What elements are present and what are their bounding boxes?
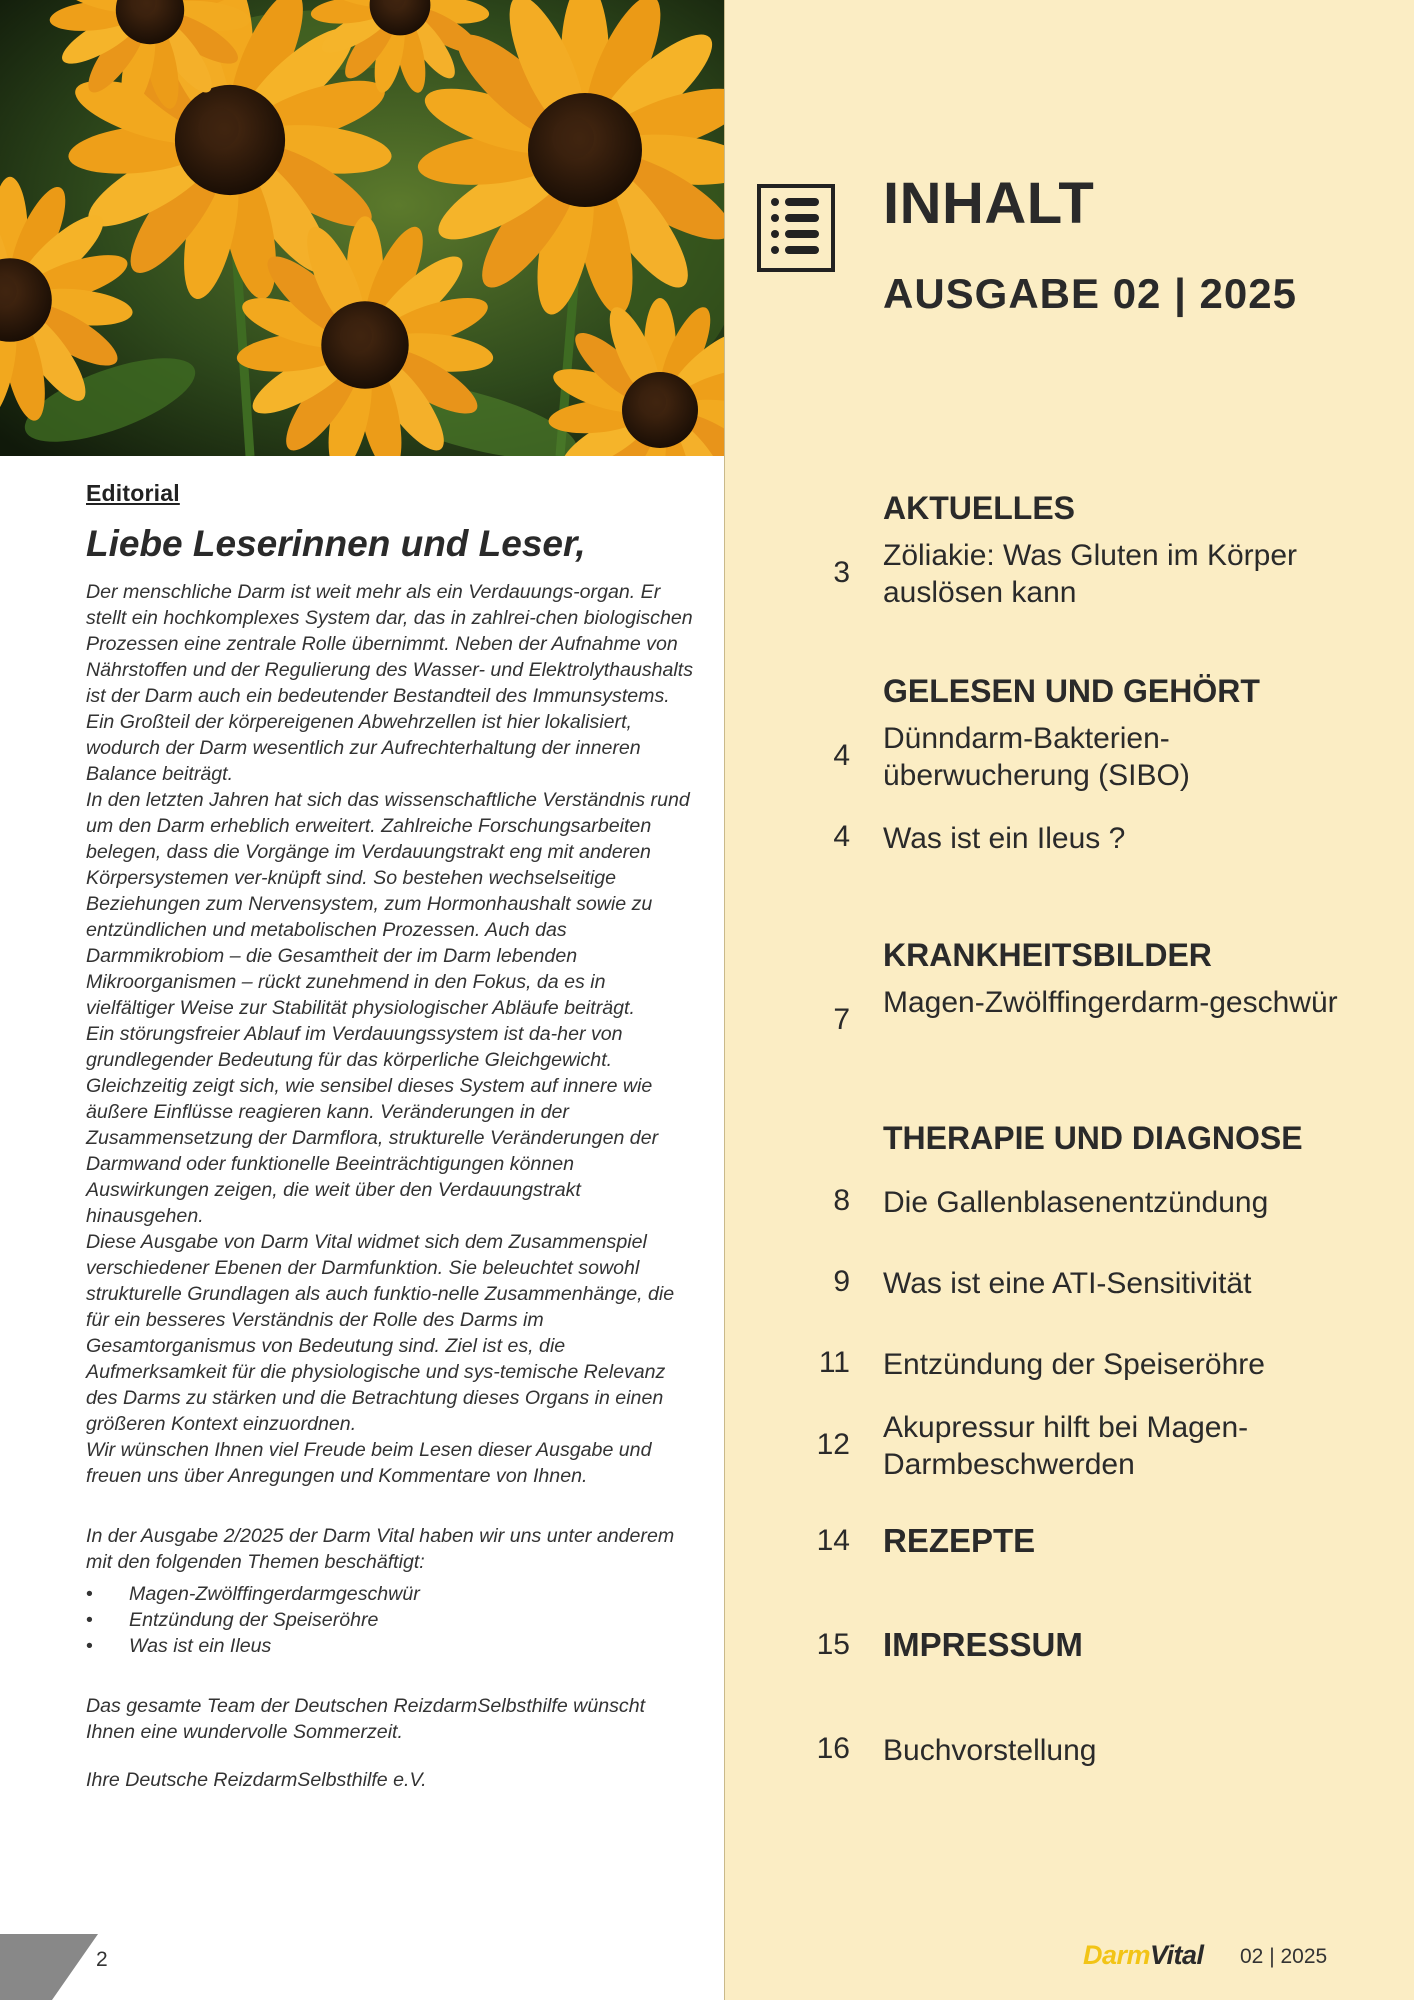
page-corner-shape	[0, 1934, 98, 2000]
list-item: • Magen-Zwölffingerdarmgeschwür	[86, 1581, 696, 1607]
page-number: 2	[96, 1948, 108, 1971]
editorial-label: Editorial	[86, 480, 180, 506]
toc-entry-title[interactable]: Was ist eine ATI-Sensitivität	[883, 1267, 1252, 1300]
darmvital-logo	[1083, 1940, 1204, 1971]
header-photo-flowers	[0, 0, 724, 456]
toc-entry-title[interactable]: IMPRESSUM	[883, 1626, 1083, 1663]
toc-entry-title[interactable]: Die Gallenblasenentzündung	[883, 1186, 1269, 1219]
footer-issue: 02 | 2025	[1240, 1945, 1328, 1968]
toc-entry-page: 7	[833, 1003, 850, 1036]
toc-entry-page: 8	[833, 1184, 850, 1217]
editorial-body	[86, 579, 696, 1793]
toc-title: INHALT	[883, 171, 1095, 236]
toc-entry-page: 9	[833, 1265, 850, 1298]
toc-entry-page: 16	[816, 1732, 850, 1765]
list-icon	[757, 184, 835, 272]
toc-entry-page: 12	[816, 1428, 850, 1461]
toc-entry-page: 4	[833, 820, 850, 853]
toc-section-heading: KRANKHEITSBILDER	[883, 937, 1212, 973]
toc-issue: AUSGABE 02 | 2025	[883, 270, 1297, 317]
editorial-paragraph: In den letzten Jahren hat sich das wissenschaftliche Verständnis rund um den Darm erheblich erweitert. Zahlreiche Forschungsarbeiten belegen, dass die Vorgänge im Verdauungstrakt eng mit anderen Körpersystemen ver-knüpft sind. So bestehen wechselseitige Beziehungen zum Nervensystem, zum Hormonhaushalt sowie zu entzündlichen und metabolischen Prozessen. Auch das Darmmikrobiom – die Gesamtheit der im Darm lebenden Mikroorganismen – rückt zunehmend in den Fokus, da es in vielfältiger Weise zur Stabilität physiologischer Abläufe beiträgt.	[86, 789, 690, 1019]
toc-section-heading: GELESEN UND GEHÖRT	[883, 673, 1260, 709]
logo-part-darm: Darm	[1083, 1940, 1151, 1970]
toc-entry-page: 11	[818, 1346, 850, 1379]
toc-entry-title[interactable]: Buchvorstellung	[883, 1734, 1097, 1767]
editorial-paragraph: Wir wünschen Ihnen viel Freude beim Lesen dieser Ausgabe und freuen uns über Anregungen und Kommentare von Ihnen.	[86, 1439, 652, 1487]
toc-section-heading: THERAPIE UND DIAGNOSE	[883, 1120, 1303, 1156]
editorial-closing: Das gesamte Team der Deutschen ReizdarmSelbsthilfe wünscht Ihnen eine wundervolle Sommerzeit.	[86, 1695, 646, 1743]
toc-entry-title[interactable]: Was ist ein Ileus ?	[883, 822, 1126, 855]
toc-entry-title[interactable]: Dünndarm-Bakterien-überwucherung (SIBO)	[883, 722, 1190, 792]
editorial-title: Liebe Leserinnen und Leser,	[86, 523, 586, 564]
toc-section-heading: AKTUELLES	[883, 490, 1075, 526]
toc-entry-title[interactable]: Entzündung der Speiseröhre	[883, 1348, 1265, 1381]
list-item: • Entzündung der Speiseröhre	[86, 1607, 696, 1633]
editorial-paragraph: Der menschliche Darm ist weit mehr als ein Verdauungs-organ. Er stellt ein hochkomplexes System dar, das in zahlrei-chen biologischen Prozessen eine zentrale Rolle übernimmt. Neben der Aufnahme von Nährstoffen und der Regulierung des Wasser- und Elektrolythaushalts ist der Darm auch ein bedeutender Bestandteil des Immunsystems. Ein Großteil der körpereigenen Abwehrzellen ist hier lokalisiert, wodurch der Darm wesentlich zur Aufrechterhaltung der inneren Balance beiträgt.	[86, 581, 694, 785]
editorial-section	[86, 480, 696, 1793]
toc-entry-page: 4	[833, 739, 850, 772]
editorial-topics-intro: In der Ausgabe 2/2025 der Darm Vital haben wir uns unter anderem mit den folgenden Themen beschäftigt:	[86, 1525, 675, 1573]
toc-entry-page: 15	[816, 1628, 850, 1661]
logo-part-vital: Vital	[1150, 1940, 1204, 1970]
toc-entry-page: 3	[833, 556, 850, 589]
toc-entry-page: 14	[816, 1524, 850, 1557]
toc-entry-title[interactable]: Akupressur hilft bei Magen-Darmbeschwerden	[883, 1411, 1249, 1481]
list-item: • Was ist ein Ileus	[86, 1633, 696, 1659]
toc-entry-title[interactable]: REZEPTE	[883, 1522, 1036, 1559]
editorial-paragraph: Diese Ausgabe von Darm Vital widmet sich dem Zusammenspiel verschiedener Ebenen der Darmfunktion. Sie beleuchtet sowohl strukturelle Grundlagen als auch funktio-nelle Zusammenhänge, die für ein besseres Verständnis der Rolle des Darms im Gesamtorganismus von Bedeutung sind. Ziel ist es, die Aufmerksamkeit für die physiologische und sys-temische Relevanz des Darms zu stärken und die Betrachtung dieses Organs in einen größeren Kontext einzuordnen.	[86, 1231, 675, 1435]
toc-entry-title[interactable]: Zöliakie: Was Gluten im Körper auslösen kann	[883, 539, 1298, 609]
editorial-signature: Ihre Deutsche ReizdarmSelbsthilfe e.V.	[86, 1769, 427, 1791]
editorial-paragraph: Ein störungsfreier Ablauf im Verdauungssystem ist da-her von grundlegender Bedeutung für das körperliche Gleichgewicht. Gleichzeitig zeigt sich, wie sensibel dieses System auf innere wie äußere Einflüsse reagieren kann. Veränderungen in der Zusammensetzung der Darmflora, strukturelle Veränderungen der Darmwand oder funktionelle Beeinträchtigungen können Auswirkungen zeigen, die weit über den Verdauungstrakt hinausgehen.	[86, 1023, 659, 1227]
editorial-topics-list	[86, 1581, 696, 1659]
toc-entry-title[interactable]: Magen-Zwölffingerdarm-geschwür	[883, 986, 1338, 1019]
